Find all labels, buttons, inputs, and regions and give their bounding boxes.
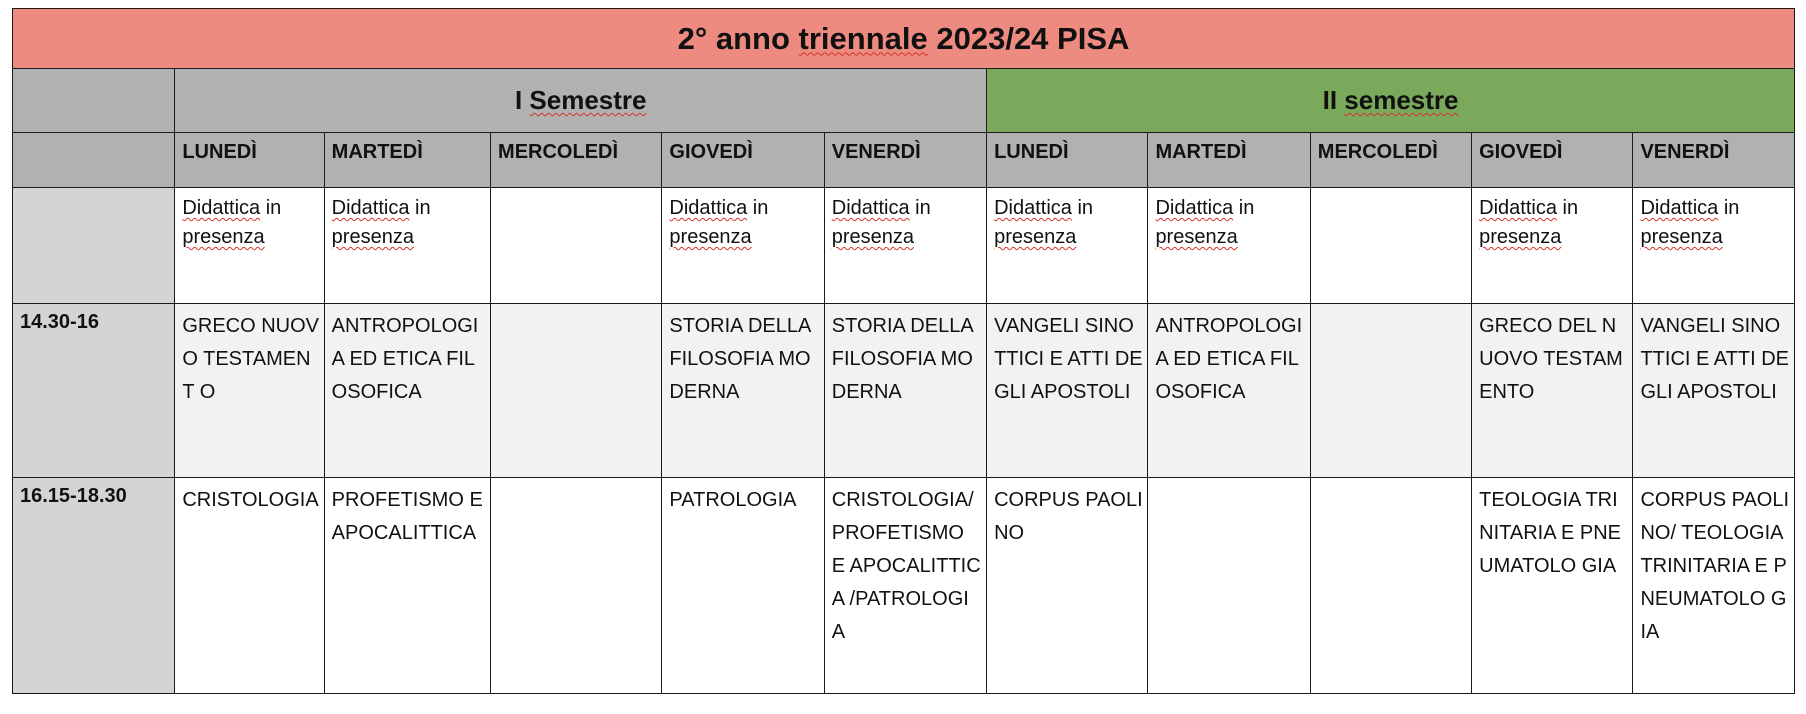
mode-word-in: in	[260, 197, 287, 219]
time-slot-label: 14.30-16	[13, 304, 175, 478]
course-cell	[987, 478, 1148, 694]
day-header-cell: LUNEDÌ	[987, 133, 1148, 188]
teaching-mode-cell	[491, 188, 662, 304]
course-name: PROFETISMO E APOCALITTICA	[331, 489, 488, 544]
day-header-cell: MERCOLEDÌ	[491, 133, 662, 188]
teaching-mode-cell	[662, 188, 824, 304]
course-cell	[324, 478, 490, 694]
teaching-mode-cell	[1633, 188, 1795, 304]
course-cell	[1148, 478, 1310, 694]
mode-word-presenza: presenza	[831, 226, 915, 248]
semester-1-prefix: I	[514, 85, 530, 115]
semester-1-header	[175, 69, 987, 133]
mode-word-in: in	[1556, 197, 1584, 219]
semester-row	[13, 69, 1795, 133]
mode-word-presenza: presenza	[331, 226, 414, 248]
title-suffix: 2023/24 PISA	[927, 20, 1130, 56]
course-cell	[324, 304, 490, 478]
time-slot-row	[13, 304, 1795, 478]
semester-corner-cell	[13, 69, 175, 133]
mode-word-in: in	[909, 197, 937, 219]
course-cell	[175, 304, 324, 478]
mode-word-didattica: Didattica	[1479, 197, 1557, 219]
mode-word-didattica: Didattica	[831, 197, 910, 219]
mode-word-didattica: Didattica	[182, 197, 261, 219]
course-cell	[1633, 304, 1795, 478]
course-name: GRECO NUOVO TESTAMENT O	[182, 315, 320, 403]
day-header-cell: MARTEDÌ	[324, 133, 490, 188]
course-name: VANGELI SINOTTICI E ATTI DEGLI APOSTOLI	[1640, 315, 1789, 403]
course-name: CRISTOLOGIA	[182, 489, 319, 511]
course-cell	[1472, 478, 1633, 694]
course-cell	[491, 304, 662, 478]
course-name: ANTROPOLOGI A ED ETICA FILOSOFICA	[331, 315, 483, 403]
timetable	[12, 8, 1795, 694]
course-cell	[1310, 304, 1471, 478]
teaching-mode-cell	[324, 188, 490, 304]
course-cell	[1148, 304, 1310, 478]
course-name: PATROLOGIA	[669, 489, 797, 511]
semester-2-header	[987, 69, 1795, 133]
mode-word-didattica: Didattica	[1155, 197, 1234, 219]
semester-2-prefix: II	[1322, 85, 1345, 115]
day-header-cell: VENERDÌ	[1633, 133, 1795, 188]
course-name: VANGELI SINOTTICI E ATTI DEGLI APOSTOLI	[994, 315, 1143, 403]
teaching-mode-cell	[1148, 188, 1310, 304]
mode-word-in: in	[1071, 197, 1099, 219]
day-header-cell: VENERDÌ	[824, 133, 986, 188]
time-slot-label: 16.15-18.30	[13, 478, 175, 694]
mode-time-cell	[13, 188, 175, 304]
course-cell	[824, 478, 986, 694]
course-cell	[662, 478, 824, 694]
table-title	[13, 9, 1795, 69]
mode-word-didattica: Didattica	[1640, 197, 1719, 219]
mode-word-presenza: presenza	[1155, 226, 1238, 248]
teaching-mode-cell	[824, 188, 986, 304]
course-name: ANTROPOLOGI A ED ETICA FILOSOFICA	[1155, 315, 1307, 403]
mode-word-presenza: presenza	[994, 226, 1077, 248]
mode-word-didattica: Didattica	[994, 197, 1072, 219]
title-underlined-word: triennale	[798, 20, 928, 56]
course-cell	[824, 304, 986, 478]
time-slot-row	[13, 478, 1795, 694]
course-cell	[175, 478, 324, 694]
course-cell	[662, 304, 824, 478]
mode-word-presenza: presenza	[182, 226, 265, 248]
day-header-row	[13, 133, 1795, 188]
day-header-cell: LUNEDÌ	[175, 133, 324, 188]
teaching-mode-row	[13, 188, 1795, 304]
course-name: CRISTOLOGIA/ PROFETISMO E APOCALITTICA /PATROLOGIA	[831, 489, 981, 643]
title-prefix: 2° anno	[677, 20, 799, 56]
mode-word-in: in	[1718, 197, 1745, 219]
course-name: GRECO DEL NUOVO TESTAMENTO	[1479, 315, 1623, 403]
mode-word-presenza: presenza	[669, 226, 752, 248]
course-name: STORIA DELLA FILOSOFIA MODERNA	[831, 315, 979, 403]
course-name: TEOLOGIA TRINITARIA E PNEUMATOLO GIA	[1479, 489, 1622, 577]
semester-1-label: Semestre	[529, 85, 647, 115]
day-header-cell: MERCOLEDÌ	[1310, 133, 1471, 188]
mode-word-presenza: presenza	[1479, 226, 1562, 248]
mode-word-in: in	[409, 197, 437, 219]
mode-word-didattica: Didattica	[331, 197, 410, 219]
mode-word-presenza: presenza	[1640, 226, 1723, 248]
teaching-mode-cell	[1472, 188, 1633, 304]
teaching-mode-cell	[175, 188, 324, 304]
day-corner-cell	[13, 133, 175, 188]
course-cell	[1472, 304, 1633, 478]
course-cell	[1633, 478, 1795, 694]
teaching-mode-cell	[1310, 188, 1471, 304]
day-header-cell: MARTEDÌ	[1148, 133, 1310, 188]
course-name: CORPUS PAOLINO/ TEOLOGIA TRINITARIA E PNEUMATOLO GIA	[1640, 489, 1790, 643]
mode-word-didattica: Didattica	[669, 197, 748, 219]
course-name: STORIA DELLA FILOSOFIA MODERNA	[669, 315, 816, 403]
course-cell	[987, 304, 1148, 478]
day-header-cell: GIOVEDÌ	[1472, 133, 1633, 188]
teaching-mode-cell	[987, 188, 1148, 304]
course-cell	[1310, 478, 1471, 694]
course-name: CORPUS PAOLINO	[994, 489, 1143, 544]
mode-word-in: in	[1233, 197, 1260, 219]
day-header-cell: GIOVEDÌ	[662, 133, 824, 188]
title-row	[13, 9, 1795, 69]
course-cell	[491, 478, 662, 694]
semester-2-label: semestre	[1344, 85, 1459, 115]
mode-word-in: in	[747, 197, 774, 219]
